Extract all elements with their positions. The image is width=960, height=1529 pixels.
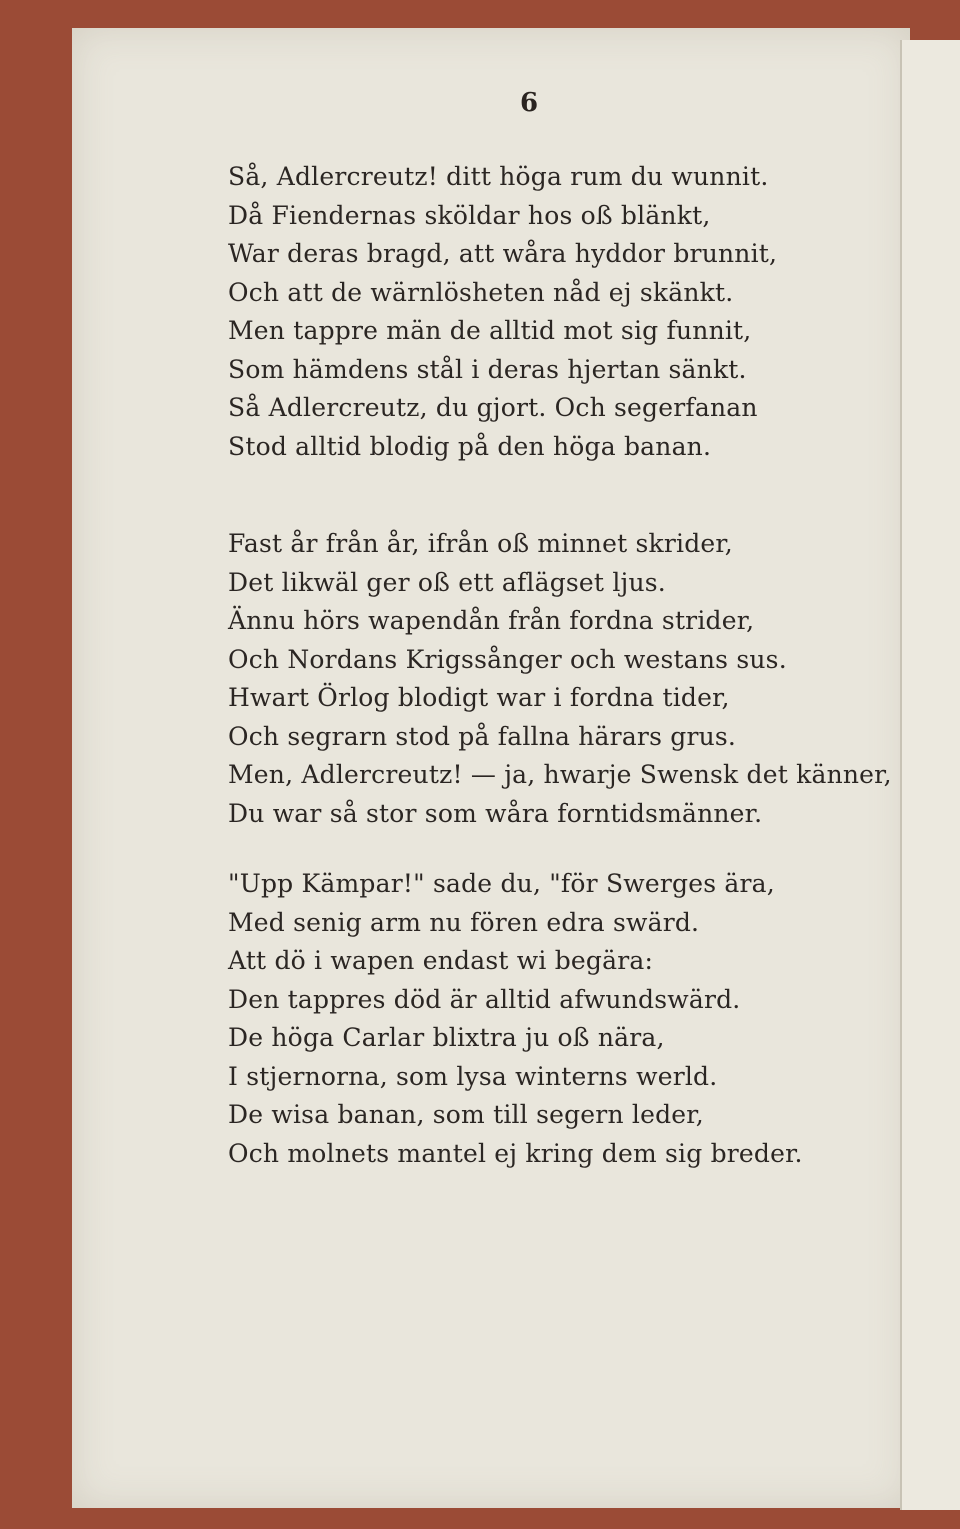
poem-line: Fast år från år, ifrån oß minnet skrider, bbox=[228, 529, 733, 558]
poem-line: Att dö i wapen endast wi begära: bbox=[228, 946, 654, 975]
poem-line: Men tappre män de alltid mot sig funnit, bbox=[228, 316, 752, 345]
poem-line: Och att de wärnlösheten nåd ej skänkt. bbox=[228, 277, 734, 307]
poem-line: Med senig arm nu fören edra swärd. bbox=[228, 907, 700, 937]
poem-line: Det likwäl ger oß ett aflägset ljus. bbox=[228, 567, 666, 597]
poem-line: "Upp Kämpar!" sade du, "för Swerges ära, bbox=[228, 869, 775, 898]
poem-line: Så Adlercreutz, du gjort. Och segerfanan bbox=[228, 393, 758, 422]
poem-line: Stod alltid blodig på den höga banan. bbox=[228, 431, 712, 461]
poem-line: Du war så stor som wåra forntidsmänner. bbox=[228, 798, 763, 828]
poem-line: Men, Adlercreutz! — ja, hwarje Swensk det känner, bbox=[228, 760, 892, 789]
poem-line: War deras bragd, att wåra hyddor brunnit, bbox=[228, 239, 778, 268]
poem-line: Så, Adlercreutz! ditt höga rum du wunnit. bbox=[228, 162, 769, 191]
poem-line: Den tappres död är alltid afwundswärd. bbox=[228, 984, 741, 1014]
stanza-2 bbox=[228, 525, 892, 833]
poem-line: Då Fiendernas sköldar hos oß blänkt, bbox=[228, 200, 711, 230]
poem-line: De wisa banan, som till segern leder, bbox=[228, 1100, 704, 1129]
poem-line: Ännu hörs wapendån från fordna strider, bbox=[228, 606, 755, 635]
poem-line: I stjernorna, som lysa winterns werld. bbox=[228, 1061, 718, 1091]
poem-line: Och segrarn stod på fallna härars grus. bbox=[228, 721, 737, 751]
poem-line: Hwart Örlog blodigt war i fordna tider, bbox=[228, 683, 730, 712]
poem-line: Och molnets mantel ej kring dem sig breder. bbox=[228, 1138, 803, 1168]
page-number: 6 bbox=[520, 88, 539, 118]
next-page-edge bbox=[900, 40, 960, 1510]
stanza-1 bbox=[228, 158, 777, 466]
poem-line: De höga Carlar blixtra ju oß nära, bbox=[228, 1023, 665, 1052]
poem-line: Och Nordans Krigssånger och westans sus. bbox=[228, 644, 787, 674]
stanza-3 bbox=[228, 865, 803, 1173]
poem-line: Som hämdens stål i deras hjertan sänkt. bbox=[228, 354, 747, 384]
